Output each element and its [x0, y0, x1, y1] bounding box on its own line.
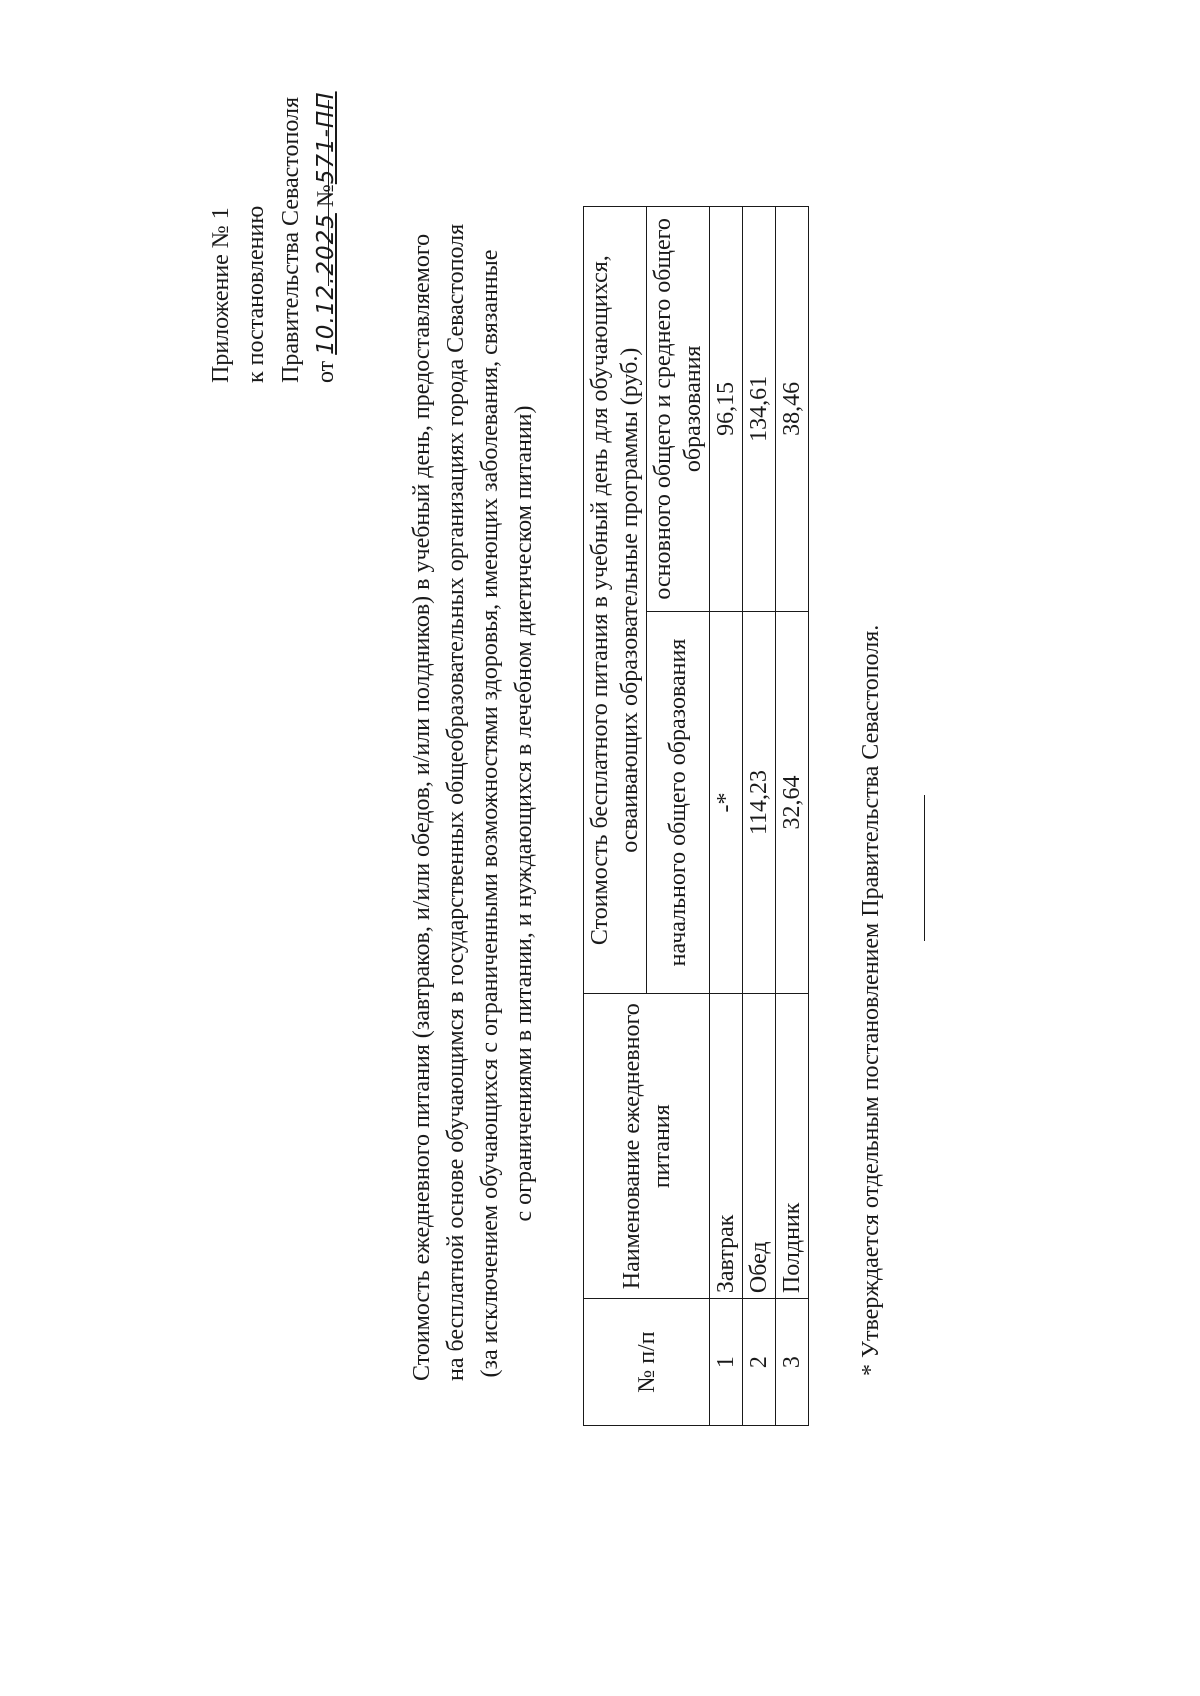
- appendix-line-3: Правительства Севастополя: [278, 96, 304, 383]
- header-primary: начального общего образования: [647, 611, 710, 994]
- cost-primary: -*: [710, 611, 743, 994]
- appendix-header: [204, 43, 344, 383]
- handwritten-date: 10.12.2025: [313, 213, 339, 355]
- document-title: [405, 223, 541, 1381]
- title-line-1: Стоимость ежедневного питания (завтраков, и/или обедов, и/или полдников) в учебный день, предоставляемого: [409, 233, 435, 1381]
- header-secondary: основного общего и среднего общего образования: [647, 207, 710, 612]
- cost-secondary: 134,61: [743, 207, 776, 612]
- appendix-line-1: Приложение № 1: [208, 207, 234, 383]
- footnote: * Утверждается отдельным постановлением Правительства Севастополя.: [858, 624, 884, 1376]
- signature-underline: [328, 100, 329, 286]
- number-prefix: №: [313, 184, 339, 208]
- header-num: № п/п: [584, 1299, 710, 1426]
- meal-cost-table: [583, 206, 809, 1426]
- handwritten-number: 571-ПП: [313, 91, 339, 185]
- cost-secondary: 96,15: [710, 207, 743, 612]
- meal-name: Завтрак: [710, 994, 743, 1299]
- header-meal-name: Наименование ежедневного питания: [584, 994, 710, 1299]
- date-prefix: от: [313, 360, 339, 383]
- table-row: [776, 207, 809, 1426]
- cost-primary: 114,23: [743, 611, 776, 994]
- meal-name: Обед: [743, 994, 776, 1299]
- header-cost-group: Стоимость бесплатного питания в учебный день для обучающихся, осваивающих образовательные программы (руб.): [584, 207, 647, 994]
- title-line-3: (за исключением обучающихся с ограниченными возможностями здоровья, имеющих заболевания, связанные: [477, 249, 503, 1378]
- row-number: 3: [776, 1299, 809, 1426]
- row-number: 2: [743, 1299, 776, 1426]
- title-line-2: на бесплатной основе обучающимся в государственных общеобразовательных организациях города Севастополя: [443, 223, 469, 1381]
- appendix-line-2: к постановлению: [243, 205, 269, 383]
- end-rule: [924, 795, 925, 941]
- table-row: [710, 207, 743, 1426]
- table-row: [743, 207, 776, 1426]
- cost-primary: 32,64: [776, 611, 809, 994]
- appendix-date-line: [309, 43, 344, 383]
- meal-name: Полдник: [776, 994, 809, 1299]
- row-number: 1: [710, 1299, 743, 1426]
- cost-secondary: 38,46: [776, 207, 809, 612]
- title-line-4: с ограничениями в питании, и нуждающихся в лечебном диетическом питании): [511, 405, 537, 1222]
